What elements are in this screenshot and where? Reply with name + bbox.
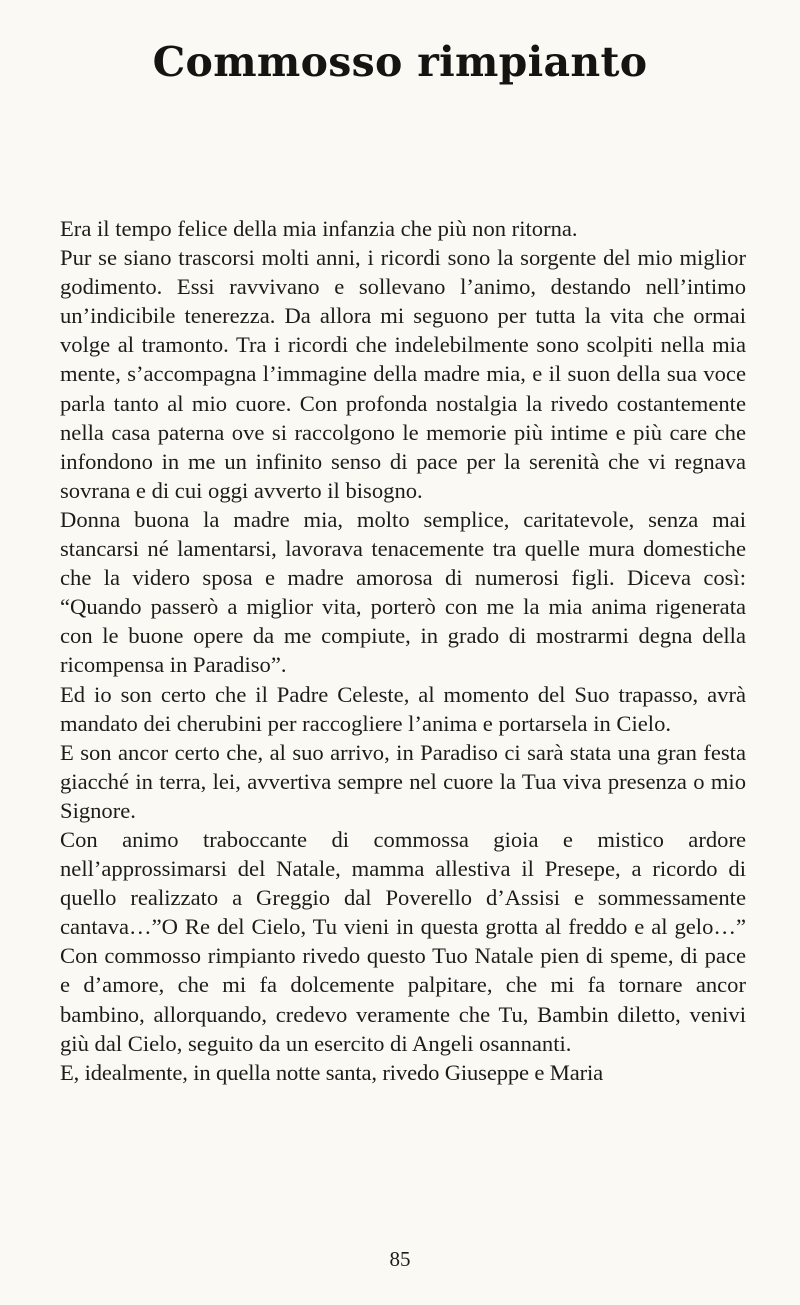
paragraph-3: Donna buona la madre mia, molto semplice, caritatevole, senza mai stancarsi né lamentarsi, lavorava tenacemente tra quelle mura domestiche che la videro sposa e madre amorosa di numerosi figli. Diceva così: “Quando passerò a miglior vita, porterò con me la mia anima rigenerata con le buone opere da me compiute, in grado di mostrarmi degna della ricompensa in Paradiso”. (60, 506, 746, 678)
paragraph-6: Con animo traboccante di commossa gioia e mistico ardore nell’approssimarsi del Natale, mamma allestiva il Presepe, a ricordo di quello realizzato a Greggio dal Poverello d’Assisi e sommessamente cantava…”O Re del Cielo, Tu vieni in questa grotta al freddo e al gelo…” Con commosso rimpianto rivedo questo Tuo Natale pien di speme, di pace e d’amore, che mi fa dolcemente palpitare, che mi fa tornare ancor bambino, allorquando, credevo veramente che Tu, Bambin diletto, venivi giù dal Cielo, seguito da un esercito di Angeli osannanti. (60, 826, 746, 1056)
page-number: 85 (389, 1247, 411, 1271)
paragraph-2: Pur se siano trascorsi molti anni, i ricordi sono la sorgente del mio miglior godimento. Essi ravvivano e sollevano l’animo, destando nell’intimo un’indicibile tenerezza. Da allora mi seguono per tutta la vita che ormai volge al tramonto. Tra i ricordi che indelebilmente sono scolpiti nella mia mente, s’accompagna l’immagine della madre mia, e il suon della sua voce parla tanto al mio cuore. Con profonda nostalgia la rivedo costantemente nella casa paterna ove si raccolgono le memorie più intime e più care che infondono in me un infinito senso di pace per la serenità che vi regnava sovrana e di cui oggi avverto il bisogno. (60, 245, 746, 503)
body-text (60, 214, 746, 1087)
paragraph-1: Era il tempo felice della mia infanzia che più non ritorna. (60, 216, 578, 241)
paragraph-7: E, idealmente, in quella notte santa, rivedo Giuseppe e Maria (60, 1059, 603, 1085)
paragraph-4: Ed io son certo che il Padre Celeste, al momento del Suo trapasso, avrà mandato dei cherubini per raccogliere l’anima e portarsela in Cielo. (60, 681, 746, 736)
chapter-title: Commosso rimpianto (152, 38, 648, 86)
paragraph-5: E son ancor certo che, al suo arrivo, in Paradiso ci sarà stata una gran festa giacché in terra, lei, avvertiva sempre nel cuore la Tua viva presenza o mio Signore. (60, 739, 746, 823)
